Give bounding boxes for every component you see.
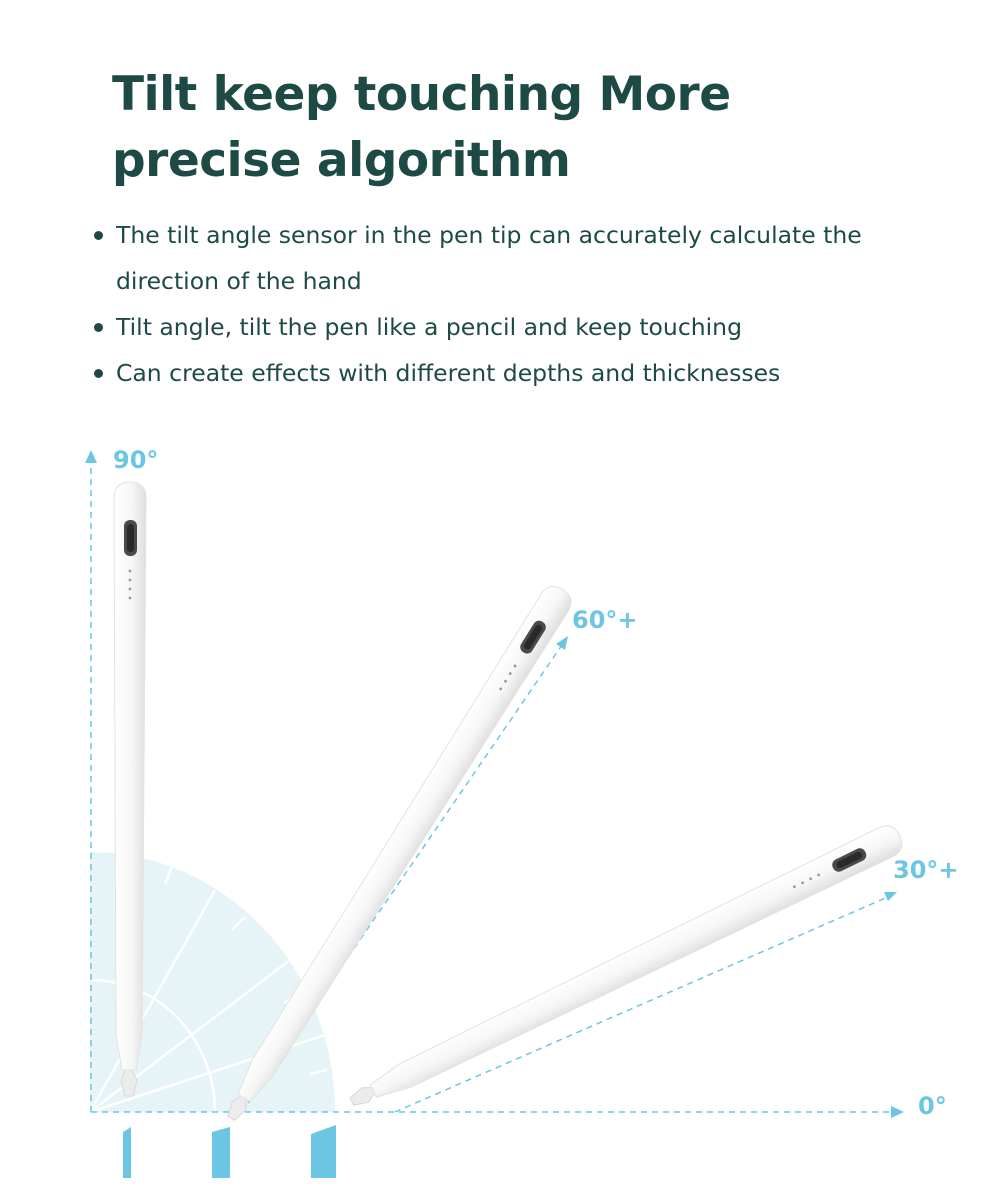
angle-label-90: 90° [113, 446, 159, 474]
thin-stroke-sample [123, 1127, 131, 1178]
tilt-angle-diagram [0, 420, 1000, 1200]
pen-90-degree [114, 482, 146, 1096]
stroke-thickness-samples [123, 1125, 336, 1178]
headline-line-2: precise algorithm [112, 133, 571, 188]
feature-item-effects [92, 350, 972, 396]
thick-stroke-sample [311, 1125, 336, 1178]
tilt-diagram-graphic [0, 420, 1000, 1200]
feature-text: Tilt angle, tilt the pen like a pencil and keep touching [116, 313, 742, 341]
angle-label-0: 0° [918, 1092, 947, 1120]
feature-item-tilt-sensor [92, 212, 972, 304]
pen-60-degree [218, 581, 576, 1127]
feature-text: The tilt angle sensor in the pen tip can accurately calculate the direction of the hand [116, 221, 862, 295]
medium-stroke-sample [212, 1127, 230, 1178]
angle-label-60: 60°+ [572, 606, 638, 634]
headline-line-1: Tilt keep touching More [112, 67, 731, 122]
feature-item-tilt-angle [92, 304, 972, 350]
bullet-dot-icon [94, 369, 103, 378]
pen-30-degree [345, 821, 906, 1117]
bullet-dot-icon [94, 323, 103, 332]
headline [112, 62, 972, 194]
feature-list [92, 212, 972, 396]
feature-text: Can create effects with different depths and thicknesses [116, 359, 781, 387]
angle-label-30: 30°+ [893, 856, 959, 884]
bullet-dot-icon [94, 231, 103, 240]
